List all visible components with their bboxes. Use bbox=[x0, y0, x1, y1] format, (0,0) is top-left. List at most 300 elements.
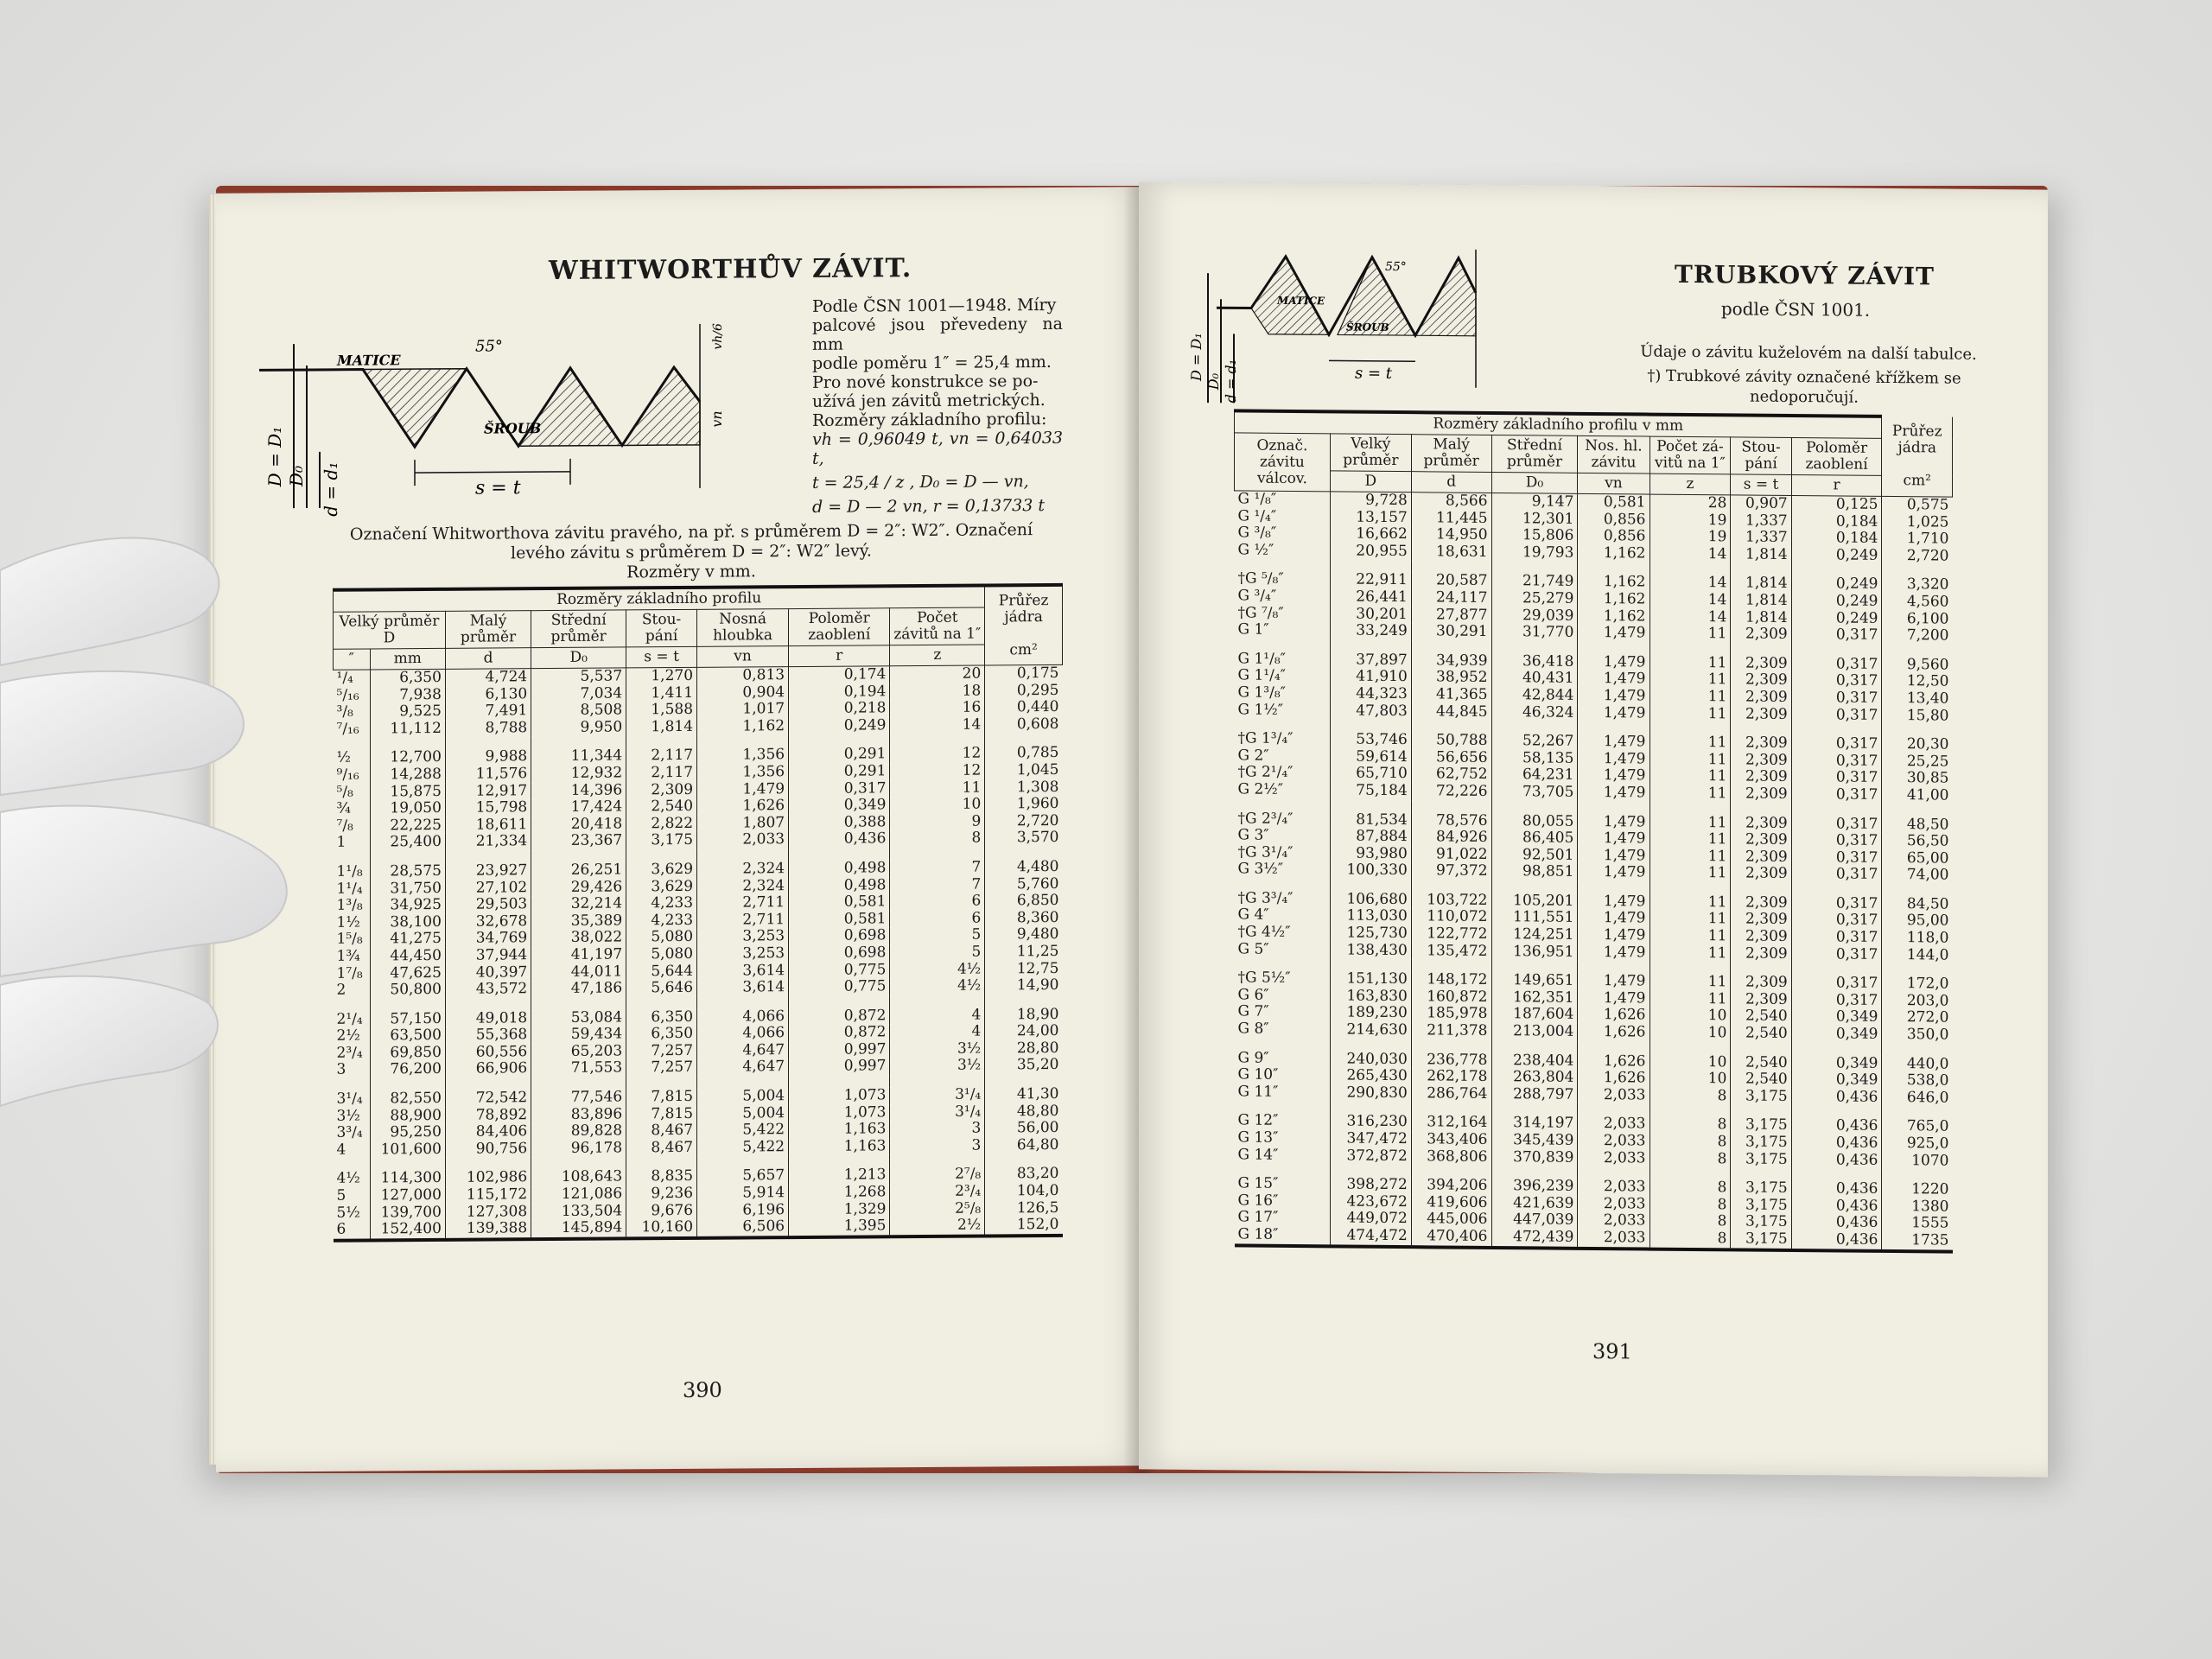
table-cell: 372,872 bbox=[1330, 1147, 1411, 1165]
separator-cell bbox=[1731, 643, 1791, 656]
table-cell: 8 bbox=[1649, 1116, 1731, 1134]
table-cell: 1070 bbox=[1882, 1153, 1953, 1170]
note-line: †) Trubkové závity označené křížkem se bbox=[1647, 366, 1961, 388]
table-cell: 102,986 bbox=[445, 1170, 531, 1187]
table-cell: 6,350 bbox=[626, 1026, 697, 1043]
table-cell: 1,213 bbox=[789, 1167, 890, 1185]
table-cell: 0,184 bbox=[1791, 530, 1882, 548]
table-cell: 172,0 bbox=[1882, 976, 1953, 993]
table-cell: 538,0 bbox=[1882, 1072, 1953, 1090]
table-cell: 3½ bbox=[336, 1107, 360, 1125]
table-cell: 2,033 bbox=[1578, 1087, 1649, 1104]
table-cell: 20,30 bbox=[1882, 736, 1953, 753]
table-cell: 7 bbox=[890, 876, 985, 893]
table-cell: 41,910 bbox=[1330, 669, 1411, 686]
table-cell: G 8″ bbox=[1237, 1020, 1269, 1038]
table-cell: 16 bbox=[890, 700, 985, 717]
table-cell: 0,317 bbox=[1791, 735, 1882, 753]
right-page-number: 391 bbox=[1592, 1338, 1632, 1364]
header-radius: Poloměr zaoblení bbox=[1791, 438, 1882, 476]
separator-cell bbox=[1649, 1104, 1731, 1117]
table-cell: 0,317 bbox=[1791, 786, 1882, 804]
table-cell: 0,175 bbox=[985, 664, 1063, 683]
table-cell: 64,231 bbox=[1491, 766, 1578, 784]
table-cell: 0,436 bbox=[1791, 1152, 1882, 1170]
table-cell: 1,814 bbox=[1731, 575, 1791, 593]
table-cell: 470,406 bbox=[1411, 1228, 1491, 1247]
table-cell: 5,914 bbox=[697, 1185, 789, 1202]
sym-z: z bbox=[1649, 474, 1731, 495]
table-cell: 0,125 bbox=[1791, 496, 1882, 514]
table-cell: G 1″ bbox=[1237, 620, 1269, 639]
diagram-label-angle: 55° bbox=[475, 337, 503, 356]
table-cell: 27,102 bbox=[445, 880, 531, 897]
sub-mm: mm bbox=[370, 648, 445, 670]
table-cell: 82,550 bbox=[370, 1090, 445, 1108]
table-cell: 1735 bbox=[1882, 1232, 1953, 1251]
table-cell: 11 bbox=[1649, 928, 1731, 945]
table-cell: 125,730 bbox=[1330, 925, 1411, 942]
table-cell: 11 bbox=[1649, 671, 1731, 689]
table-cell: 4,066 bbox=[697, 1008, 789, 1026]
table-cell: 189,230 bbox=[1330, 1005, 1411, 1022]
pipe-label-pitch: s = t bbox=[1355, 364, 1392, 383]
table-cell: 151,130 bbox=[1330, 971, 1411, 988]
table-cell: 98,851 bbox=[1491, 863, 1578, 880]
table-cell: 421,639 bbox=[1491, 1195, 1578, 1212]
table-cell: 145,894 bbox=[531, 1220, 626, 1239]
diagram-label-D0: D₀ bbox=[286, 465, 307, 487]
table-cell: 3,320 bbox=[1882, 576, 1953, 594]
table-cell: 3,175 bbox=[1731, 1151, 1791, 1168]
sym-r: r bbox=[1791, 475, 1882, 497]
table-cell: 2,033 bbox=[697, 831, 789, 849]
table-cell: 38,022 bbox=[531, 930, 626, 947]
separator-cell bbox=[890, 995, 985, 1007]
table-cell: 1,162 bbox=[1578, 607, 1649, 625]
table-cell: 14 bbox=[1649, 545, 1731, 563]
table-cell: G ³/₄″ bbox=[1237, 587, 1277, 605]
table-cell: 1,356 bbox=[697, 764, 789, 781]
table-cell: 5,004 bbox=[697, 1105, 789, 1122]
table-cell: 111,551 bbox=[1491, 909, 1578, 926]
table-cell: 65,203 bbox=[531, 1043, 626, 1060]
table-cell: 7,491 bbox=[445, 702, 531, 720]
sym-d: d bbox=[1411, 472, 1491, 493]
table-cell: 5 bbox=[890, 944, 985, 961]
table-cell: 236,778 bbox=[1411, 1052, 1491, 1069]
table-cell: 20,587 bbox=[1411, 573, 1491, 590]
table-cell: 0,581 bbox=[789, 911, 890, 928]
separator-cell bbox=[1330, 799, 1411, 812]
table-cell: G ¹/₄″ bbox=[1237, 507, 1277, 525]
table-cell: 21,749 bbox=[1491, 573, 1578, 590]
table-cell: 5,537 bbox=[531, 668, 626, 686]
table-cell: 1,626 bbox=[1578, 1070, 1649, 1087]
table-cell: 11 bbox=[1649, 990, 1731, 1007]
table-cell: 0,317 bbox=[1791, 656, 1882, 674]
table-cell: 6,350 bbox=[626, 1009, 697, 1027]
sub-inch: ″ bbox=[334, 649, 371, 670]
sym-r: r bbox=[789, 645, 890, 667]
table-cell: 30,201 bbox=[1330, 606, 1411, 623]
table-cell: 15,798 bbox=[445, 799, 531, 817]
table-cell: 8,508 bbox=[531, 702, 626, 720]
header-minor-dia: Malý průměr bbox=[1411, 435, 1491, 473]
table-cell: 23,367 bbox=[531, 833, 626, 850]
diagram-label-nut: MATICE bbox=[337, 352, 401, 369]
table-cell: 53,746 bbox=[1330, 731, 1411, 748]
table-cell: 1,479 bbox=[1578, 830, 1649, 848]
table-cell: 2,033 bbox=[1578, 1230, 1649, 1249]
group-header: Rozměry základního profilu v mm bbox=[1235, 410, 1882, 438]
sym-d: d bbox=[445, 648, 531, 670]
table-cell: 18 bbox=[890, 683, 985, 700]
table-cell: 0,581 bbox=[1578, 493, 1649, 512]
table-cell: 91,022 bbox=[1411, 846, 1491, 863]
separator-cell bbox=[1649, 881, 1731, 894]
table-cell: 0,317 bbox=[1791, 769, 1882, 787]
table-cell: 0,317 bbox=[789, 780, 890, 798]
header-pitch: Stou- pání bbox=[1731, 437, 1791, 475]
table-cell: 2,033 bbox=[1578, 1133, 1649, 1150]
table-cell: 29,503 bbox=[445, 896, 531, 913]
table-cell: 11 bbox=[1649, 831, 1731, 849]
separator-cell bbox=[1882, 1044, 1953, 1057]
table-cell: 4½ bbox=[336, 1170, 360, 1188]
table-cell: 12,700 bbox=[370, 749, 445, 766]
table-cell: 28,80 bbox=[985, 1040, 1063, 1058]
table-cell: 36,418 bbox=[1491, 653, 1578, 671]
table-cell: 11,25 bbox=[985, 944, 1063, 961]
header-area: Průřez jádra cm² bbox=[1882, 416, 1953, 497]
table-cell: 1,479 bbox=[1578, 864, 1649, 881]
table-cell: †G 3³/₄″ bbox=[1237, 889, 1294, 907]
table-cell: 8 bbox=[1649, 1134, 1731, 1151]
table-cell: 57,150 bbox=[370, 1011, 445, 1028]
table-cell: 14,950 bbox=[1411, 526, 1491, 543]
table-cell: 8 bbox=[1649, 1196, 1731, 1213]
table-cell: 96,178 bbox=[531, 1140, 626, 1157]
table-cell: 89,828 bbox=[531, 1123, 626, 1141]
table-cell: 2½ bbox=[336, 1027, 360, 1046]
table-cell: 9,480 bbox=[985, 926, 1063, 944]
table-cell: 26,251 bbox=[531, 861, 626, 879]
table-cell: 1,162 bbox=[697, 718, 789, 735]
table-cell: 0,184 bbox=[1791, 513, 1882, 531]
table-cell: 0,904 bbox=[697, 684, 789, 702]
separator-cell bbox=[1411, 800, 1491, 813]
table-cell: 1⁵/₈ bbox=[336, 930, 363, 949]
table-cell: 7,815 bbox=[626, 1089, 697, 1106]
table-cell: 15,806 bbox=[1491, 527, 1578, 544]
table-cell: 2,540 bbox=[626, 798, 697, 816]
table-cell: 108,643 bbox=[531, 1169, 626, 1186]
table-cell: 47,803 bbox=[1330, 702, 1411, 720]
table-cell: 8,788 bbox=[445, 720, 531, 737]
table-cell: 3 bbox=[890, 1137, 985, 1154]
table-cell: 31,770 bbox=[1491, 624, 1578, 641]
table-cell: 2,309 bbox=[1731, 689, 1791, 706]
table-cell: 65,710 bbox=[1330, 766, 1411, 783]
table-cell: 22,225 bbox=[370, 817, 445, 835]
table-cell: 93,980 bbox=[1330, 845, 1411, 862]
table-cell: 27,877 bbox=[1411, 607, 1491, 624]
pipe-label-D0: D₀ bbox=[1205, 372, 1222, 391]
table-cell: 5,646 bbox=[626, 980, 697, 997]
table-cell: 6,350 bbox=[370, 669, 445, 687]
table-cell: 238,404 bbox=[1491, 1052, 1578, 1070]
pipe-label-d: d = d₁ bbox=[1223, 359, 1239, 404]
sym-st: s = t bbox=[1731, 474, 1791, 496]
table-cell: 26,441 bbox=[1330, 588, 1411, 606]
right-page-title: TRUBKOVÝ ZÁVIT bbox=[1675, 259, 1935, 291]
table-cell: 14,288 bbox=[370, 766, 445, 784]
left-page-note bbox=[812, 296, 1063, 517]
separator-cell bbox=[1649, 1167, 1731, 1180]
table-cell: 2,309 bbox=[1731, 866, 1791, 883]
gloved-hand bbox=[0, 518, 328, 1123]
table-cell: 2,033 bbox=[1578, 1149, 1649, 1166]
sym-vn: vn bbox=[1578, 473, 1649, 494]
table-cell: 10,160 bbox=[626, 1219, 697, 1238]
table-cell: 127,308 bbox=[445, 1204, 531, 1221]
table-cell: 2,309 bbox=[1731, 655, 1791, 672]
table-cell: 0,218 bbox=[789, 700, 890, 717]
table-cell: G ½″ bbox=[1237, 541, 1274, 559]
table-cell: 0,349 bbox=[1791, 1008, 1882, 1027]
note-line: vh = 0,96049 t, vn = 0,64033 t, bbox=[812, 428, 1063, 468]
table-cell: 2³/₄ bbox=[336, 1044, 363, 1062]
table-cell: G 18″ bbox=[1235, 1226, 1331, 1246]
whitworth-thread-diagram bbox=[216, 297, 804, 526]
table-cell: 1,308 bbox=[985, 779, 1063, 796]
table-cell: 29,426 bbox=[531, 879, 626, 896]
table-cell: 2,309 bbox=[1731, 849, 1791, 866]
table-cell: 8,835 bbox=[626, 1168, 697, 1185]
caption-line: levého závitu s průměrem D = 2″: W2″ levý. bbox=[511, 541, 872, 563]
table-cell: 0,997 bbox=[789, 1058, 890, 1076]
table-cell: 9,728 bbox=[1330, 492, 1411, 510]
table-cell: 3,175 bbox=[626, 832, 697, 849]
table-cell: 1,162 bbox=[1578, 574, 1649, 591]
table-cell: 4 bbox=[890, 1024, 985, 1041]
table-cell: 3,175 bbox=[1731, 1134, 1791, 1151]
table-cell: 4,647 bbox=[697, 1042, 789, 1059]
table-cell: 8 bbox=[1649, 1087, 1731, 1104]
table-cell: 2,324 bbox=[697, 861, 789, 878]
table-cell: 2,324 bbox=[697, 878, 789, 895]
separator-cell bbox=[1491, 800, 1578, 813]
table-cell: 124,251 bbox=[1491, 926, 1578, 944]
table-cell: 1,479 bbox=[1578, 654, 1649, 671]
note-line: Podle ČSN 1001—1948. Míry bbox=[812, 295, 1057, 316]
table-cell: 28 bbox=[1649, 494, 1731, 512]
table-cell: 15,80 bbox=[1882, 707, 1953, 724]
table-cell: G 3½″ bbox=[1237, 860, 1284, 879]
table-cell: G 14″ bbox=[1237, 1146, 1279, 1164]
table-cell: 29,039 bbox=[1491, 607, 1578, 625]
table-cell: 2,711 bbox=[697, 894, 789, 912]
table-cell: 11 bbox=[1649, 974, 1731, 991]
table-cell: 81,534 bbox=[1330, 811, 1411, 829]
table-cell: 187,604 bbox=[1491, 1006, 1578, 1023]
table-cell: 5,657 bbox=[697, 1168, 789, 1185]
table-cell: 203,0 bbox=[1882, 993, 1953, 1010]
table-cell: 1,479 bbox=[1578, 927, 1649, 944]
header-pitch: Stou- pání bbox=[626, 609, 697, 647]
table-cell: 1,710 bbox=[1882, 531, 1953, 548]
table-cell: 2,309 bbox=[1731, 912, 1791, 929]
table-cell: 92,501 bbox=[1491, 847, 1578, 864]
diagram-label-pitch: s = t bbox=[475, 477, 521, 499]
pipe-label-angle: 55° bbox=[1385, 259, 1407, 275]
table-cell: 8,360 bbox=[985, 910, 1063, 927]
separator-cell bbox=[1491, 641, 1578, 654]
table-cell: 1,045 bbox=[985, 762, 1063, 779]
table-cell: 0,498 bbox=[789, 860, 890, 877]
table-cell: 4,647 bbox=[697, 1059, 789, 1077]
separator-cell bbox=[1882, 804, 1953, 817]
separator-cell bbox=[1330, 1039, 1411, 1052]
separator-cell bbox=[1791, 804, 1882, 817]
table-cell: 1,411 bbox=[626, 684, 697, 702]
table-cell: 2,309 bbox=[1731, 672, 1791, 690]
table-cell: 63,500 bbox=[370, 1027, 445, 1045]
table-cell: 0,317 bbox=[1791, 992, 1882, 1010]
table-cell: 1¹/₈ bbox=[336, 862, 363, 880]
table-cell: 2,309 bbox=[1731, 991, 1791, 1008]
table-cell: 2,309 bbox=[1731, 769, 1791, 786]
table-cell: 314,197 bbox=[1491, 1115, 1578, 1132]
table-cell: 72,542 bbox=[445, 1090, 531, 1107]
note-line: nedoporučují. bbox=[1750, 387, 1859, 407]
table-cell: 0,291 bbox=[789, 747, 890, 764]
table-cell: 2,309 bbox=[1731, 894, 1791, 912]
table-cell: 4,233 bbox=[626, 912, 697, 930]
table-cell: 1,395 bbox=[789, 1218, 890, 1237]
table-cell: 44,323 bbox=[1330, 685, 1411, 702]
table-cell: 2,117 bbox=[626, 765, 697, 782]
table-cell: G ³/₈″ bbox=[1237, 524, 1277, 542]
table-cell: 0,317 bbox=[1791, 849, 1882, 868]
sym-vn: vn bbox=[697, 646, 789, 668]
table-cell: G 10″ bbox=[1237, 1065, 1279, 1084]
table-cell: 97,372 bbox=[1411, 862, 1491, 880]
table-cell: 0,317 bbox=[1791, 946, 1882, 964]
table-cell: 0,174 bbox=[789, 666, 890, 684]
header-count: Počet závitů na 1″ bbox=[890, 607, 985, 645]
table-cell: 343,406 bbox=[1411, 1131, 1491, 1148]
table-cell: 1¾ bbox=[336, 947, 360, 965]
table-cell: †G 5½″ bbox=[1237, 969, 1291, 988]
table-cell: 350,0 bbox=[1882, 1027, 1953, 1044]
table-cell: 2,309 bbox=[1731, 815, 1791, 832]
table-cell: 11 bbox=[1649, 865, 1731, 882]
table-cell: 11 bbox=[1649, 785, 1731, 802]
table-cell: †G ⁵/₈″ bbox=[1237, 569, 1284, 588]
table-cell: G ¹/₈″ bbox=[1237, 490, 1277, 508]
separator-cell bbox=[1791, 1043, 1882, 1056]
separator-cell bbox=[1731, 882, 1791, 895]
table-cell: 1,479 bbox=[1578, 973, 1649, 990]
table-cell: 71,553 bbox=[531, 1060, 626, 1077]
table-cell: 49,018 bbox=[445, 1010, 531, 1027]
table-cell: 5,004 bbox=[697, 1088, 789, 1105]
table-cell: 2,540 bbox=[1731, 1008, 1791, 1026]
table-cell: 345,439 bbox=[1491, 1132, 1578, 1149]
table-cell: 12,50 bbox=[1882, 673, 1953, 690]
table-cell: 32,214 bbox=[531, 896, 626, 913]
table-cell: 144,0 bbox=[1882, 947, 1953, 964]
separator-cell bbox=[1578, 642, 1649, 655]
table-cell: 2⁷/₈ bbox=[890, 1166, 985, 1184]
table-cell: 1,337 bbox=[1731, 512, 1791, 530]
table-cell: 3,629 bbox=[626, 861, 697, 879]
table-cell: 1,329 bbox=[789, 1201, 890, 1218]
table-cell: 2,711 bbox=[697, 912, 789, 929]
table-cell: 263,804 bbox=[1491, 1069, 1578, 1086]
table-cell: 95,250 bbox=[370, 1124, 445, 1141]
table-cell: 6,506 bbox=[697, 1218, 789, 1237]
table-cell: 0,813 bbox=[697, 667, 789, 685]
table-cell: 11 bbox=[1649, 734, 1731, 752]
table-cell: 2,309 bbox=[1731, 706, 1791, 723]
table-cell: 149,651 bbox=[1491, 972, 1578, 989]
table-cell: 8 bbox=[1649, 1213, 1731, 1230]
table-cell: 64,80 bbox=[985, 1137, 1063, 1154]
table-cell: 1,814 bbox=[1731, 546, 1791, 563]
table-cell: 1⁷/₈ bbox=[336, 964, 363, 982]
sym-D0: D₀ bbox=[531, 647, 626, 669]
table-cell: 4½ bbox=[890, 961, 985, 978]
units-line: Rozměry v mm. bbox=[626, 562, 756, 582]
table-cell: 104,0 bbox=[985, 1183, 1063, 1200]
table-cell: 56,50 bbox=[1882, 833, 1953, 850]
table-cell: 35,20 bbox=[985, 1057, 1063, 1074]
table-cell: 41,197 bbox=[531, 946, 626, 963]
table-cell: 0,349 bbox=[1791, 1055, 1882, 1073]
left-page bbox=[216, 187, 1141, 1471]
table-cell: 396,239 bbox=[1491, 1178, 1578, 1195]
table-cell: 1,479 bbox=[1578, 785, 1649, 802]
table-cell: †G 4½″ bbox=[1237, 923, 1291, 942]
table-cell: 4,066 bbox=[697, 1025, 789, 1042]
table-cell: 66,906 bbox=[445, 1061, 531, 1078]
table-cell: 5,080 bbox=[626, 929, 697, 946]
table-cell: 101,600 bbox=[370, 1141, 445, 1159]
table-cell: 12 bbox=[890, 762, 985, 779]
table-cell: 2,033 bbox=[1578, 1116, 1649, 1133]
table-cell: 9 bbox=[890, 813, 985, 830]
table-cell: 11 bbox=[1649, 705, 1731, 722]
table-cell: 11,445 bbox=[1411, 510, 1491, 527]
table-cell: 0,317 bbox=[1791, 866, 1882, 884]
table-cell: 368,806 bbox=[1411, 1148, 1491, 1166]
table-cell: 12,75 bbox=[985, 960, 1063, 977]
table-cell: 139,700 bbox=[370, 1205, 445, 1222]
table-cell: 11 bbox=[1649, 689, 1731, 706]
header-major-dia: Velký průměr D bbox=[334, 611, 446, 649]
table-cell: 35,389 bbox=[531, 912, 626, 930]
table-cell: 152,400 bbox=[370, 1221, 445, 1240]
table-cell: 80,055 bbox=[1491, 812, 1578, 830]
table-cell: 1,479 bbox=[1578, 688, 1649, 705]
table-cell: 4,480 bbox=[985, 859, 1063, 876]
table-cell: 3,175 bbox=[1731, 1197, 1791, 1214]
table-cell: 0,317 bbox=[1791, 895, 1882, 913]
table-cell: 18,611 bbox=[445, 817, 531, 834]
